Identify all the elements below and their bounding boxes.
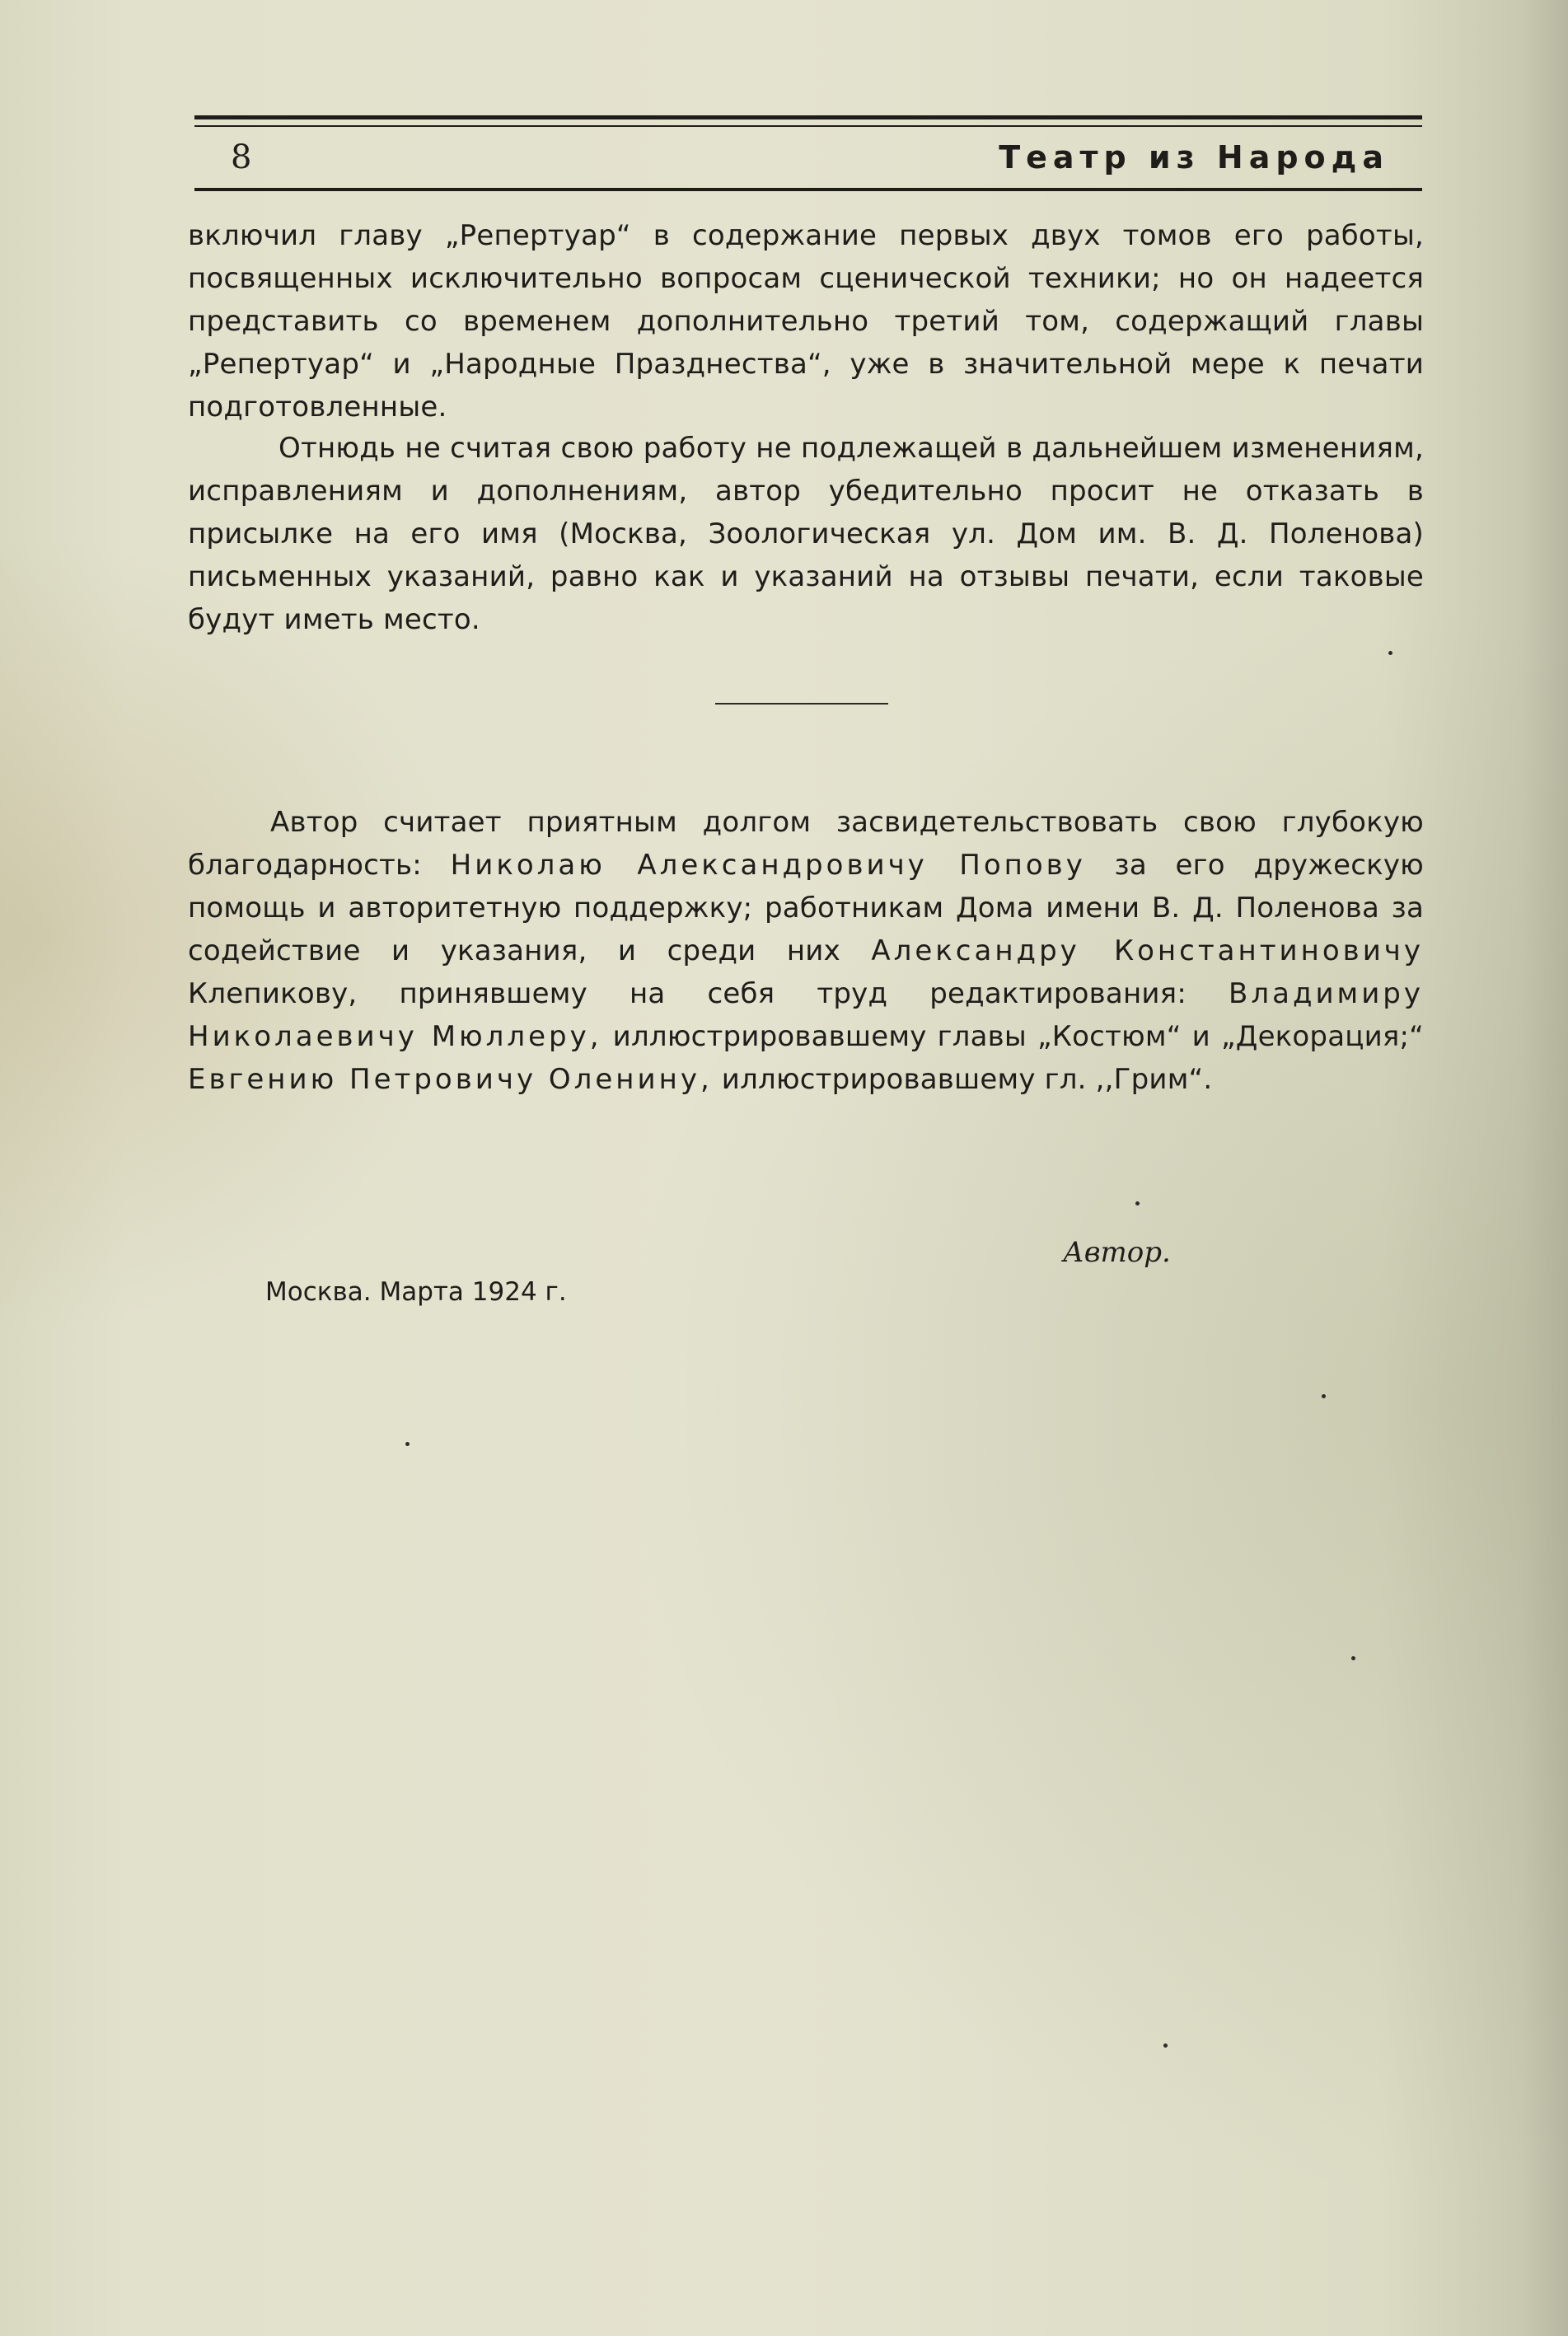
running-title: Театр из Народа	[999, 139, 1389, 176]
header-rule-thin	[194, 125, 1422, 127]
header-rule-top	[194, 115, 1422, 119]
ack-text-4: иллюстрировавшему главы „Костюм“ и „Декорация;“	[612, 1020, 1425, 1053]
header-rule-bottom	[194, 188, 1422, 191]
ack-text-5: иллюстрировавшему гл. ,,Грим“.	[721, 1063, 1213, 1096]
ack-name-popov: Николаю Александровичу Попову	[450, 849, 1086, 882]
paragraph-author-request: Отнюдь не считая свою работу не подлежащей в дальнейшем изменениям, исправлениям и дополнениям, автор убедительно просит не отказать в присылке на его имя (Москва, Зоологическая ул. Дом им. В. Д. Поленова) письменных указаний, равно как и указаний на отзывы печати, если таковые будут иметь место.	[188, 432, 1424, 636]
page-number: 8	[231, 138, 252, 176]
ack-name-muller: Владимиру Николаевичу Мюллеру,	[188, 977, 1424, 1053]
ack-name-klepikov: Александру Константиновичу	[871, 934, 1425, 967]
page-header	[194, 115, 1422, 198]
ack-name-olenin: Евгению Петровичу Оленину,	[188, 1063, 713, 1096]
paper-speck	[1163, 2043, 1168, 2048]
ack-text-1: Автор считает приятным долгом засвидетельствовать свою глубокую благодарность:	[188, 806, 1424, 882]
section-divider	[715, 703, 888, 705]
paper-speck	[1322, 1394, 1326, 1398]
paper-speck	[405, 1442, 410, 1446]
paragraph-acknowledgement	[188, 801, 1424, 1101]
author-signature: Автор.	[1063, 1236, 1171, 1269]
paper-speck	[1351, 1656, 1355, 1660]
paragraph-repertoire-note: включил главу „Репертуар“ в содержание первых двух томов его работы, посвященных исключительно вопросам сценической техники; но он надеется представить со временем дополнительно третий том, содержащий главы „Репертуар“ и „Народные Празднества“, уже в значительной мере к печати подготовленные.	[188, 219, 1424, 424]
ack-text-3: Клепикову, принявшему на себя труд редактирования:	[188, 977, 1187, 1010]
paper-speck	[1135, 1201, 1140, 1205]
ack-text-2: за его дружескую помощь и авторитетную поддержку; работникам Дома имени В. Д. Поленова за содействие и указания, и среди них	[188, 849, 1424, 967]
paper-speck	[1388, 651, 1392, 655]
place-date: Москва. Марта 1924 г.	[265, 1277, 567, 1307]
